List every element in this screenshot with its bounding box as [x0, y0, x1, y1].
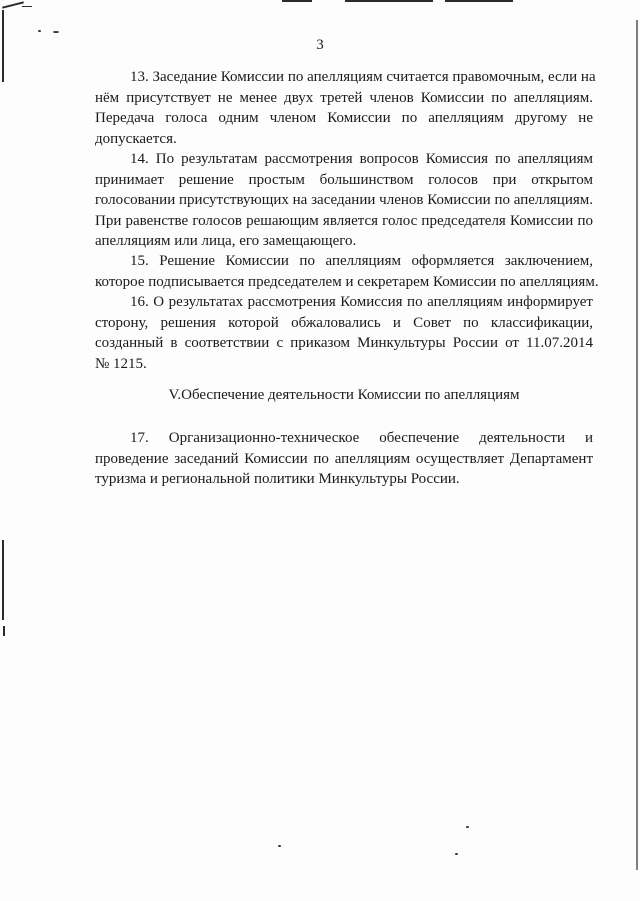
text-line: 17. Организационно-техническое обеспечение деятельности и	[130, 430, 593, 446]
text-line: 15. Решение Комиссии по апелляциям оформляется заключением,	[130, 253, 593, 269]
paragraph-17	[95, 428, 593, 490]
text-line: 14. По результатам рассмотрения вопросов Комиссия по апелляциям	[130, 151, 593, 167]
text-line: сторону, решения которой обжаловались и Совет по классификации,	[95, 314, 593, 331]
text-line: 16. О результатах рассмотрения Комиссия по апелляциям информирует	[130, 294, 593, 310]
text-line: туризма и региональной политики Минкультуры России.	[95, 471, 460, 487]
scan-edge-top-left-2	[22, 6, 32, 7]
text-line: 13. Заседание Комиссии по апелляциям считается правомочным, если на	[130, 69, 596, 85]
text-line: созданный в соответствии с приказом Минкультуры России от 11.07.2014	[95, 335, 593, 351]
scan-edge-top	[282, 0, 312, 2]
paragraph-16	[95, 292, 593, 374]
scan-edge-top-left	[2, 1, 24, 8]
scan-edge-left-3	[3, 626, 5, 636]
scan-speck	[466, 826, 469, 828]
text-line: апелляциям или лица, его замещающего.	[95, 233, 357, 249]
page-number: 3	[316, 37, 324, 53]
text-line: принимает решение простым большинством голосов при открытом	[95, 171, 593, 188]
scan-speck	[278, 845, 281, 847]
scan-speck	[53, 31, 59, 33]
text-line: проведение заседаний Комиссии по апелляциям осуществляет Департамент	[95, 450, 593, 467]
scan-edge-top-3	[445, 0, 513, 2]
scan-edge-left-2	[2, 540, 4, 620]
text-line: При равенстве голосов решающим является голос председателя Комиссии по	[95, 212, 593, 229]
paragraph-13	[95, 67, 596, 149]
text-line: голосовании присутствующих на заседании членов Комиссии по апелляциям.	[95, 192, 593, 208]
scan-edge-right	[636, 20, 638, 870]
text-line: допускается.	[95, 130, 177, 147]
text-line: которое подписывается председателем и секретарем Комиссии по апелляциям.	[95, 273, 599, 290]
scan-speck	[38, 30, 41, 32]
section-heading: V.Обеспечение деятельности Комиссии по апелляциям	[168, 387, 520, 403]
text-line: Передача голоса одним членом Комиссии по апелляциям другому не	[95, 110, 593, 126]
scan-speck	[455, 853, 458, 855]
paragraph-14	[95, 149, 593, 252]
scan-edge-top-2	[345, 0, 433, 2]
text-line: нём присутствует не менее двух третей членов Комиссии по апелляциям.	[95, 89, 593, 106]
paragraph-15	[95, 251, 599, 292]
text-line: № 1215.	[95, 355, 147, 372]
